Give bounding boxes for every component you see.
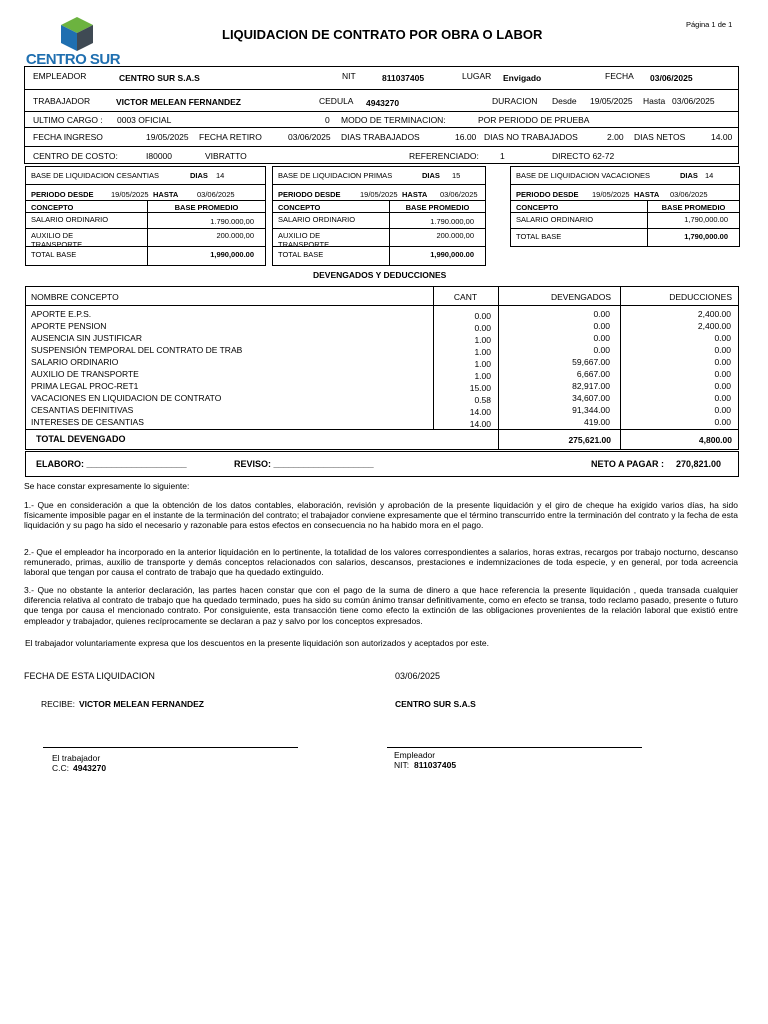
col-header-cant: CANT <box>453 292 478 302</box>
table-row-concepto: VACACIONES EN LIQUIDACION DE CONTRATO <box>31 393 222 403</box>
neto-value: 270,821.00 <box>676 459 722 469</box>
table-row-cant: 0.58 <box>474 395 491 405</box>
base-primas-hasta-label: HASTA <box>402 190 428 199</box>
empleador-nit-label: NIT: <box>394 760 410 770</box>
table-row-concepto: SALARIO ORDINARIO <box>31 357 119 367</box>
cc-value: 4943270 <box>73 763 107 773</box>
table-row-devengados: 0.00 <box>593 309 610 319</box>
table-row-deducciones: 0.00 <box>714 357 731 367</box>
table-row-concepto: SUSPENSIÓN TEMPORAL DEL CONTRATO DE TRAB <box>31 345 243 355</box>
base-primas-total-label: TOTAL BASE <box>278 250 324 259</box>
total-devengado-label: TOTAL DEVENGADO <box>36 434 126 444</box>
col-header-devengados: DEVENGADOS <box>551 292 611 302</box>
dias-no-trabajados-value: 2.00 <box>607 132 624 142</box>
desde-value: 19/05/2025 <box>590 96 633 106</box>
base-vacaciones-dias: 14 <box>705 171 714 180</box>
fecha-label: FECHA <box>605 71 634 81</box>
base-primas-col-concepto: CONCEPTO <box>278 203 321 212</box>
table-row-deducciones: 0.00 <box>714 381 731 391</box>
centro-costo-value: I80000 <box>146 151 172 161</box>
table-row-cant: 0.00 <box>474 311 491 321</box>
base-primas-col-promedio: BASE PROMEDIO <box>405 203 470 212</box>
base-primas-desde: 19/05/2025 <box>360 190 398 199</box>
table-row-cant: 0.00 <box>474 323 491 333</box>
table-row-concepto: APORTE PENSION <box>31 321 107 331</box>
base-cesantias-row-concepto: AUXILIO DE TRANSPORTE <box>31 231 83 249</box>
dias-trabajados-value: 16.00 <box>455 132 477 142</box>
base-vacaciones-dias-label: DIAS <box>680 171 698 180</box>
cedula-label: CEDULA <box>319 96 354 106</box>
directo-value: DIRECTO 62-72 <box>552 151 615 161</box>
base-primas-row-valor: 1.790.000,00 <box>430 217 474 226</box>
base-cesantias-col-concepto: CONCEPTO <box>31 203 74 212</box>
base-cesantias-title: BASE DE LIQUIDACION CESANTIAS <box>31 171 159 180</box>
base-vacaciones-col-promedio: BASE PROMEDIO <box>661 203 726 212</box>
base-primas-row-valor: 200.000,00 <box>436 231 474 240</box>
intro-text: Se hace constar expresamente lo siguiente: <box>24 481 190 491</box>
table-row-deducciones: 2,400.00 <box>697 321 731 331</box>
table-row-cant: 15.00 <box>469 383 491 393</box>
col-header-concepto: NOMBRE CONCEPTO <box>31 292 119 302</box>
devengados-title: DEVENGADOS Y DEDUCCIONES <box>313 270 447 280</box>
company-logo <box>22 15 124 68</box>
trabajador-sign-label: El trabajador <box>52 753 101 763</box>
table-row-concepto: AUSENCIA SIN JUSTIFICAR <box>31 333 142 343</box>
neto-label: NETO A PAGAR : <box>591 459 665 469</box>
fecha-retiro-value: 03/06/2025 <box>288 132 331 142</box>
nit-value: 811037405 <box>382 73 425 83</box>
base-primas-total-value: 1,990,000.00 <box>430 250 474 259</box>
base-vacaciones-total-label: TOTAL BASE <box>516 232 562 241</box>
paragraph-3: 3.- Que no obstante la anterior declaración, las partes hacen constar que con el pago de la suma de dinero a que hace referencia la presente liquidación , queda transada cualquier diferencia relativa al contrato de trabajo que ha quedado terminado, pues ha sido su común ánimo transar definitivamente, como en efecto se transa, todo reclamo pasado, presente o futuro que tenga por causa el mencionado contrato. Por consiguiente, esta transacción tiene como efecto la extinción de las obligaciones provenientes de la relación laboral que existió entre empleador y trabajador, quienes recíprocamente se declaran a paz y salvo por los conceptos expresados. <box>24 585 738 626</box>
table-row-cant: 14.00 <box>469 419 491 429</box>
table-row-devengados: 0.00 <box>593 321 610 331</box>
base-cesantias-col-promedio: BASE PROMEDIO <box>174 203 239 212</box>
table-row-concepto: INTERESES DE CESANTIAS <box>31 417 144 427</box>
total-deducciones-value: 4,800.00 <box>698 435 732 445</box>
base-vacaciones-col-concepto: CONCEPTO <box>516 203 559 212</box>
paragraph-2: 2.- Que el empleador ha incorporado en la anterior liquidación en lo pertinente, la totalidad de los valores correspondientes a salarios, horas extras, recargos por trabajo nocturno, descanso remunerado, primas, auxilio de transporte y demás conceptos relacionados con salarios, descansos, prestaciones e indemnizaciones de toda especie, y en general, por toda acreencia laboral que tengan por causa el contrato de trabajo que ha quedado extinguido. <box>24 547 738 578</box>
table-row-concepto: CESANTIAS DEFINITIVAS <box>31 405 134 415</box>
signature-line-empleador <box>387 747 642 748</box>
table-row-devengados: 82,917.00 <box>572 381 610 391</box>
table-row-concepto: APORTE E.P.S. <box>31 309 92 319</box>
base-cesantias-hasta-label: HASTA <box>153 190 179 199</box>
cedula-value: 4943270 <box>366 98 400 108</box>
empleador-value: CENTRO SUR S.A.S <box>119 73 200 83</box>
logo-cube-icon <box>57 15 97 53</box>
col-header-deducciones: DEDUCCIONES <box>669 292 732 302</box>
base-cesantias-total-value: 1,990,000.00 <box>210 250 254 259</box>
base-cesantias-hasta: 03/06/2025 <box>197 190 235 199</box>
nit-label: NIT <box>342 71 356 81</box>
duracion-label: DURACION <box>492 96 538 106</box>
table-row-devengados: 34,607.00 <box>572 393 610 403</box>
fecha-liquidacion-label: FECHA DE ESTA LIQUIDACION <box>24 671 155 681</box>
cargo-label: ULTIMO CARGO : <box>33 115 103 125</box>
table-row-deducciones: 0.00 <box>714 369 731 379</box>
lugar-value: Envigado <box>503 73 542 83</box>
centro-costo-name: VIBRATTO <box>205 151 247 161</box>
table-row-cant: 1.00 <box>474 371 491 381</box>
referenciado-label: REFERENCIADO: <box>409 151 479 161</box>
base-cesantias-row-valor: 200.000,00 <box>216 231 254 240</box>
base-primas-row-concepto: AUXILIO DE TRANSPORTE <box>278 231 330 249</box>
table-row-cant: 1.00 <box>474 359 491 369</box>
referenciado-value: 1 <box>500 151 505 161</box>
page-number: Página 1 de 1 <box>686 20 733 29</box>
dias-no-trabajados-label: DIAS NO TRABAJADOS <box>484 132 578 142</box>
table-row-devengados: 0.00 <box>593 333 610 343</box>
base-vacaciones-hasta: 03/06/2025 <box>670 190 708 199</box>
table-row-deducciones: 0.00 <box>714 345 731 355</box>
fecha-value: 03/06/2025 <box>650 73 693 83</box>
table-row-deducciones: 0.00 <box>714 393 731 403</box>
base-cesantias-dias: 14 <box>216 171 225 180</box>
logo-text: CENTRO SUR <box>25 51 121 68</box>
trabajador-label: TRABAJADOR <box>33 96 91 106</box>
empleador-sign-label: Empleador <box>394 750 436 760</box>
base-primas-dias-label: DIAS <box>422 171 440 180</box>
base-primas-dias: 15 <box>452 171 461 180</box>
fecha-ingreso-label: FECHA INGRESO <box>33 132 103 142</box>
table-row-deducciones: 0.00 <box>714 405 731 415</box>
table-row-deducciones: 0.00 <box>714 417 731 427</box>
base-cesantias-periodo-label: PERIODO DESDE <box>31 190 94 199</box>
dias-netos-label: DIAS NETOS <box>634 132 686 142</box>
recibe-value: VICTOR MELEAN FERNANDEZ <box>79 699 204 709</box>
base-cesantias-dias-label: DIAS <box>190 171 208 180</box>
recibe-label: RECIBE: <box>41 699 76 709</box>
paragraph-1: 1.- Que en consideración a que la obtención de los datos contables, elaboración, revisión y aprobación de la presente liquidación y el giro de cheque ha exigido varios días, ha sido físicamente imposible pagar en el instante de la terminación del contrato; el trabajador conviene expresamente que el término transcurrido entre la terminación del contrato y la fecha de esta liquidación y su pago ha sido el necesario y razonable para estos efectos en consecuencia no ha habido mora en el pago. <box>24 500 738 531</box>
base-vacaciones-row-valor: 1,790,000.00 <box>684 215 728 224</box>
modo-label: MODO DE TERMINACION: <box>341 115 446 125</box>
centro-costo-label: CENTRO DE COSTO: <box>33 151 118 161</box>
table-row-devengados: 6,667.00 <box>576 369 610 379</box>
dias-trabajados-label: DIAS TRABAJADOS <box>341 132 420 142</box>
table-row-devengados: 91,344.00 <box>572 405 610 415</box>
table-row-devengados: 59,667.00 <box>572 357 610 367</box>
table-row-deducciones: 0.00 <box>714 333 731 343</box>
hasta-label: Hasta <box>643 96 666 106</box>
fecha-retiro-label: FECHA RETIRO <box>199 132 262 142</box>
base-vacaciones-desde: 19/05/2025 <box>592 190 630 199</box>
table-row-concepto: PRIMA LEGAL PROC-RET1 <box>31 381 139 391</box>
base-cesantias-row-concepto: SALARIO ORDINARIO <box>31 215 109 224</box>
base-primas-hasta: 03/06/2025 <box>440 190 478 199</box>
table-row-cant: 1.00 <box>474 335 491 345</box>
base-vacaciones-total-value: 1,790,000.00 <box>684 232 728 241</box>
base-cesantias-total-label: TOTAL BASE <box>31 250 77 259</box>
base-primas-title: BASE DE LIQUIDACION PRIMAS <box>278 171 393 180</box>
table-row-deducciones: 2,400.00 <box>697 309 731 319</box>
base-cesantias-row-valor: 1.790.000,00 <box>210 217 254 226</box>
base-vacaciones-hasta-label: HASTA <box>634 190 660 199</box>
base-primas-row-concepto: SALARIO ORDINARIO <box>278 215 356 224</box>
empleador-label: EMPLEADOR <box>33 71 87 81</box>
signature-line-trabajador <box>43 747 298 748</box>
base-cesantias-desde: 19/05/2025 <box>111 190 149 199</box>
empresa-name: CENTRO SUR S.A.S <box>395 699 476 709</box>
total-devengado-value: 275,621.00 <box>568 435 611 445</box>
cargo-value: 0003 OFICIAL <box>117 115 172 125</box>
table-row-cant: 14.00 <box>469 407 491 417</box>
empleador-nit-value: 811037405 <box>414 760 457 770</box>
document-title: LIQUIDACION DE CONTRATO POR OBRA O LABOR <box>222 27 543 42</box>
table-row-devengados: 419.00 <box>584 417 610 427</box>
table-row-concepto: AUXILIO DE TRANSPORTE <box>31 369 139 379</box>
cc-label: C.C: <box>52 763 69 773</box>
fecha-ingreso-value: 19/05/2025 <box>146 132 189 142</box>
base-primas-periodo-label: PERIODO DESDE <box>278 190 341 199</box>
lugar-label: LUGAR <box>462 71 492 81</box>
hasta-value: 03/06/2025 <box>672 96 715 106</box>
table-row-cant: 1.00 <box>474 347 491 357</box>
fecha-liquidacion-value: 03/06/2025 <box>395 671 441 681</box>
desde-label: Desde <box>552 96 577 106</box>
base-vacaciones-periodo-label: PERIODO DESDE <box>516 190 579 199</box>
table-row-devengados: 0.00 <box>593 345 610 355</box>
base-vacaciones-row-concepto: SALARIO ORDINARIO <box>516 215 594 224</box>
base-vacaciones-title: BASE DE LIQUIDACION VACACIONES <box>516 171 651 180</box>
trabajador-value: VICTOR MELEAN FERNANDEZ <box>116 97 241 107</box>
modo-value: POR PERIODO DE PRUEBA <box>478 115 590 125</box>
elaboro-line: ELABORO: ____________________ <box>36 459 187 469</box>
modo-number: 0 <box>325 115 330 125</box>
reviso-line: REVISO: ____________________ <box>234 459 374 469</box>
voluntary-text: El trabajador voluntariamente expresa que los descuentos en la presente liquidación son autorizados y aceptados por este. <box>25 638 490 648</box>
dias-netos-value: 14.00 <box>711 132 733 142</box>
